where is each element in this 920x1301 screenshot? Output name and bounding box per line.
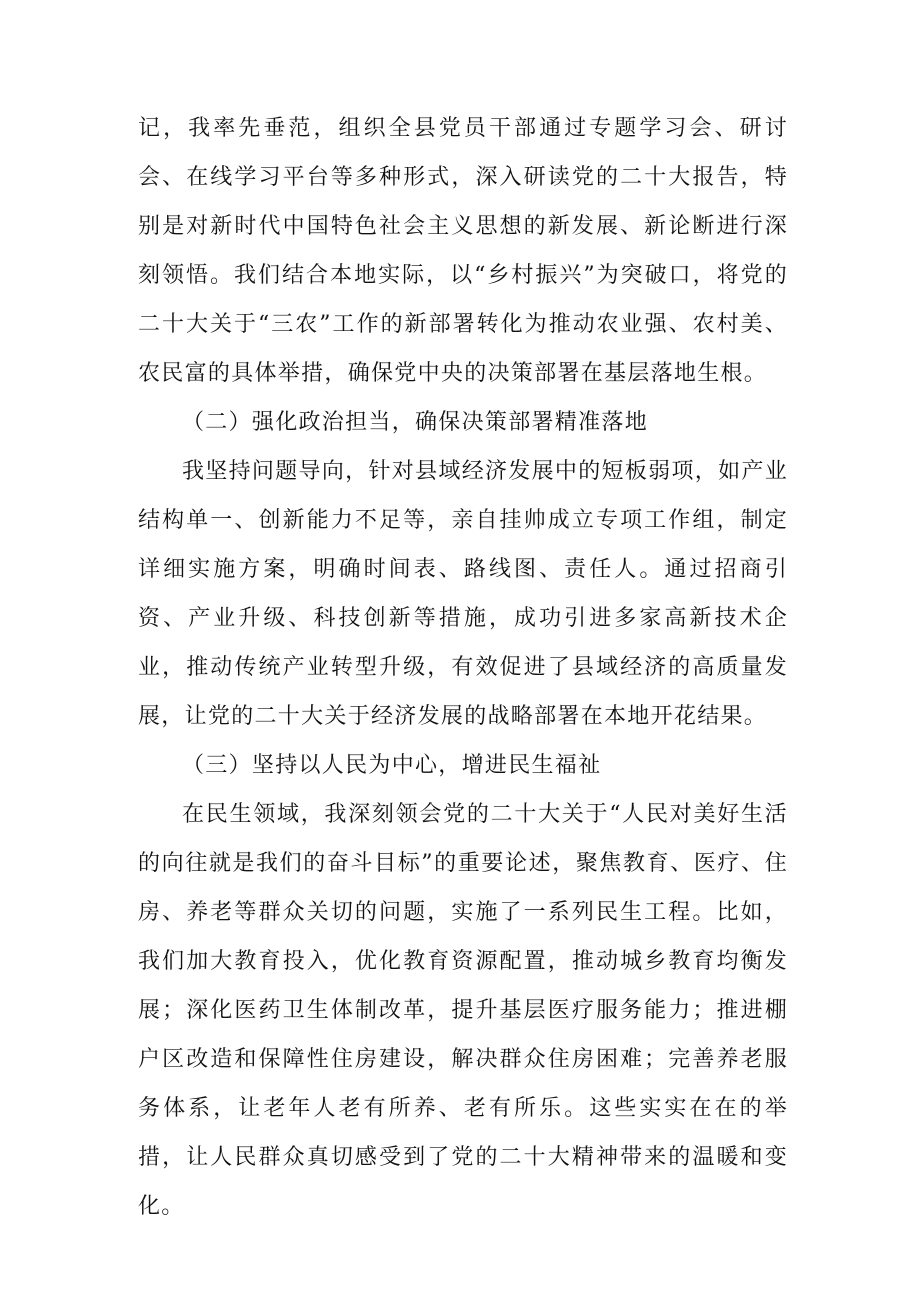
paragraph-section-3: 在民生领域，我深刻领会党的二十大关于“人民对美好生活的向往就是我们的奋斗目标”的重要论述，聚焦教育、医疗、住房、养老等群众关切的问题，实施了一系列民生工程。比如，我们加大教育投入，优化教育资源配置，推动城乡教育均衡发展；深化医药卫生体制改革，提升基层医疗服务能力；推进棚户区改造和保障性住房建设，解决群众住房困难；完善养老服务体系，让老年人老有所养、老有所乐。这些实实在在的举措，让人民群众真切感受到了党的二十大精神带来的温暖和变化。 <box>138 802 788 1219</box>
paragraph-continued: 记，我率先垂范，组织全县党员干部通过专题学习会、研讨会、在线学习平台等多种形式，深入研读党的二十大报告，特别是对新时代中国特色社会主义思想的新发展、新论断进行深刻领悟。我们结合本地实际，以“乡村振兴”为突破口，将党的二十大关于“三农”工作的新部署转化为推动农业强、农村美、农民富的具体举措，确保党中央的决策部署在基层落地生根。 <box>138 116 788 386</box>
document-body <box>138 104 788 1231</box>
section-heading-3: （三）坚持以人民为中心，增进民生福祉 <box>182 753 602 778</box>
section-heading-2: （二）强化政治担当，确保决策部署精准落地 <box>182 410 649 435</box>
paragraph-section-2: 我坚持问题导向，针对县域经济发展中的短板弱项，如产业结构单一、创新能力不足等，亲自挂帅成立专项工作组，制定详细实施方案，明确时间表、路线图、责任人。通过招商引资、产业升级、科技创新等措施，成功引进多家高新技术企业，推动传统产业转型升级，有效促进了县域经济的高质量发展，让党的二十大关于经济发展的战略部署在本地开花结果。 <box>138 459 788 729</box>
